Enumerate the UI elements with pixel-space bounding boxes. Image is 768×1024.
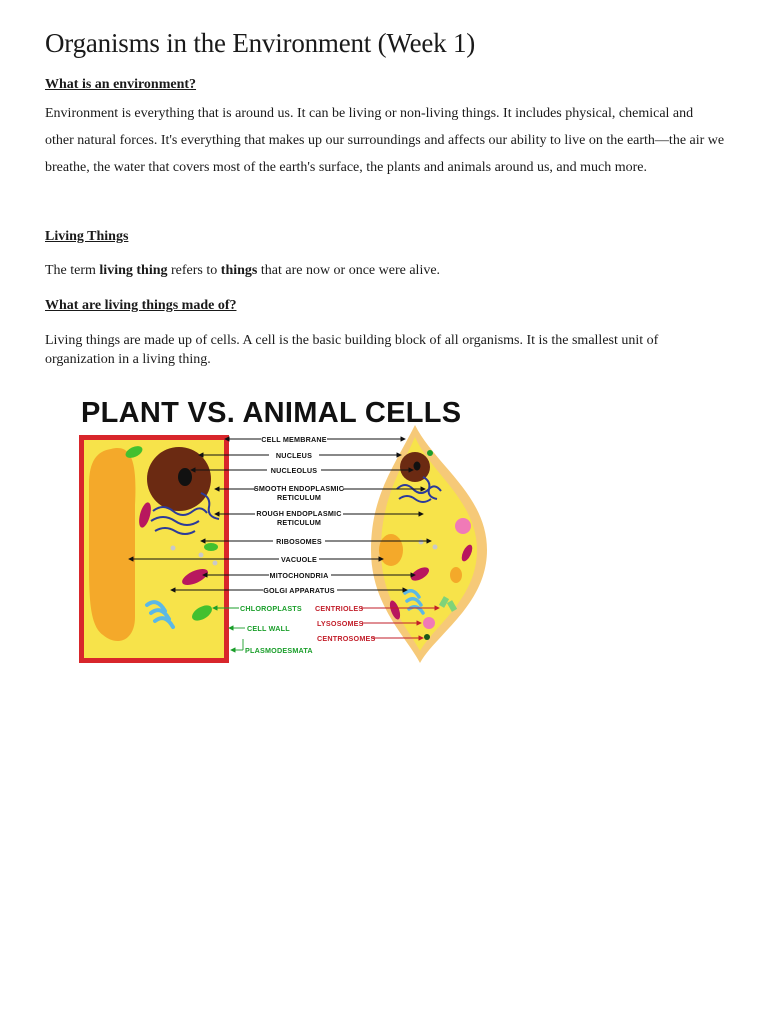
label-vacuole: VACUOLE xyxy=(280,555,318,564)
label-ribosomes: RIBOSOMES xyxy=(276,537,322,546)
animal-centrosome xyxy=(424,634,430,640)
heading-living-things: Living Things xyxy=(45,229,129,244)
term-things: things xyxy=(220,263,258,278)
animal-lysosome xyxy=(455,518,471,534)
paragraph-living-things xyxy=(45,261,725,280)
animal-lysosome xyxy=(423,617,435,629)
label-nucleus: NUCLEUS xyxy=(275,451,313,460)
text-fragment: refers to xyxy=(167,263,221,278)
label-cell-wall: CELL WALL xyxy=(247,624,290,633)
ribosome xyxy=(199,553,204,558)
label-mitochondria: MITOCHONDRIA xyxy=(269,571,329,580)
label-cell-membrane: CELL MEMBRANE xyxy=(261,435,327,444)
plant-vs-animal-cells-diagram xyxy=(75,385,530,663)
text-fragment: that are now or once were alive. xyxy=(257,263,441,278)
label-centrioles: CENTRIOLES xyxy=(315,604,364,613)
ribosome xyxy=(419,540,424,545)
label-nucleolus: NUCLEOLUS xyxy=(270,466,318,475)
label-lysosomes: LYSOSOMES xyxy=(317,619,364,628)
plant-cell xyxy=(79,435,229,663)
label-rough-er-1: ROUGH ENDOPLASMIC xyxy=(256,509,342,518)
paragraph-cells: Living things are made up of cells. A cell is the basic building block of all organisms. It is the smallest unit of organization in a living thing. xyxy=(45,333,659,367)
label-plasmodesmata: PLASMODESMATA xyxy=(245,646,313,655)
label-golgi: GOLGI APPARATUS xyxy=(263,586,335,595)
animal-nucleus-pore xyxy=(427,450,433,456)
ribosome xyxy=(171,546,176,551)
ribosome xyxy=(213,561,218,566)
heading-what-are-living-things-made-of: What are living things made of? xyxy=(45,298,237,313)
label-centrosomes: CENTROSOMES xyxy=(317,634,376,643)
plant-chloroplast xyxy=(204,543,218,551)
center-labels xyxy=(240,435,376,655)
heading-what-is-environment: What is an environment? xyxy=(45,77,197,92)
paragraph-environment: Environment is everything that is around us. It can be living or non-living things. It includes physical, chemical and other natural forces. It's everything that makes up our surroundings and affects our ability to live on the earth—the air we breathe, the water that covers most of the earth's surface, the plants and animals around us, and much more. xyxy=(45,106,725,175)
document-title: Organisms in the Environment (Week 1) xyxy=(45,28,476,58)
animal-nucleolus xyxy=(414,462,421,471)
animal-vesicle xyxy=(450,567,462,583)
plant-nucleolus xyxy=(178,468,192,486)
diagram-title: PLANT VS. ANIMAL CELLS xyxy=(81,397,462,429)
term-living-thing: living thing xyxy=(99,263,168,278)
label-smooth-er-1: SMOOTH ENDOPLASMIC xyxy=(253,484,345,493)
animal-cell xyxy=(371,425,487,663)
text-fragment: The term xyxy=(45,263,100,278)
label-smooth-er-2: RETICULUM xyxy=(276,493,322,502)
plant-vacuole xyxy=(89,448,135,641)
label-chloroplasts: CHLOROPLASTS xyxy=(240,604,302,613)
ribosome xyxy=(433,545,438,550)
label-rough-er-2: RETICULUM xyxy=(276,518,322,527)
animal-vacuole xyxy=(379,534,403,566)
